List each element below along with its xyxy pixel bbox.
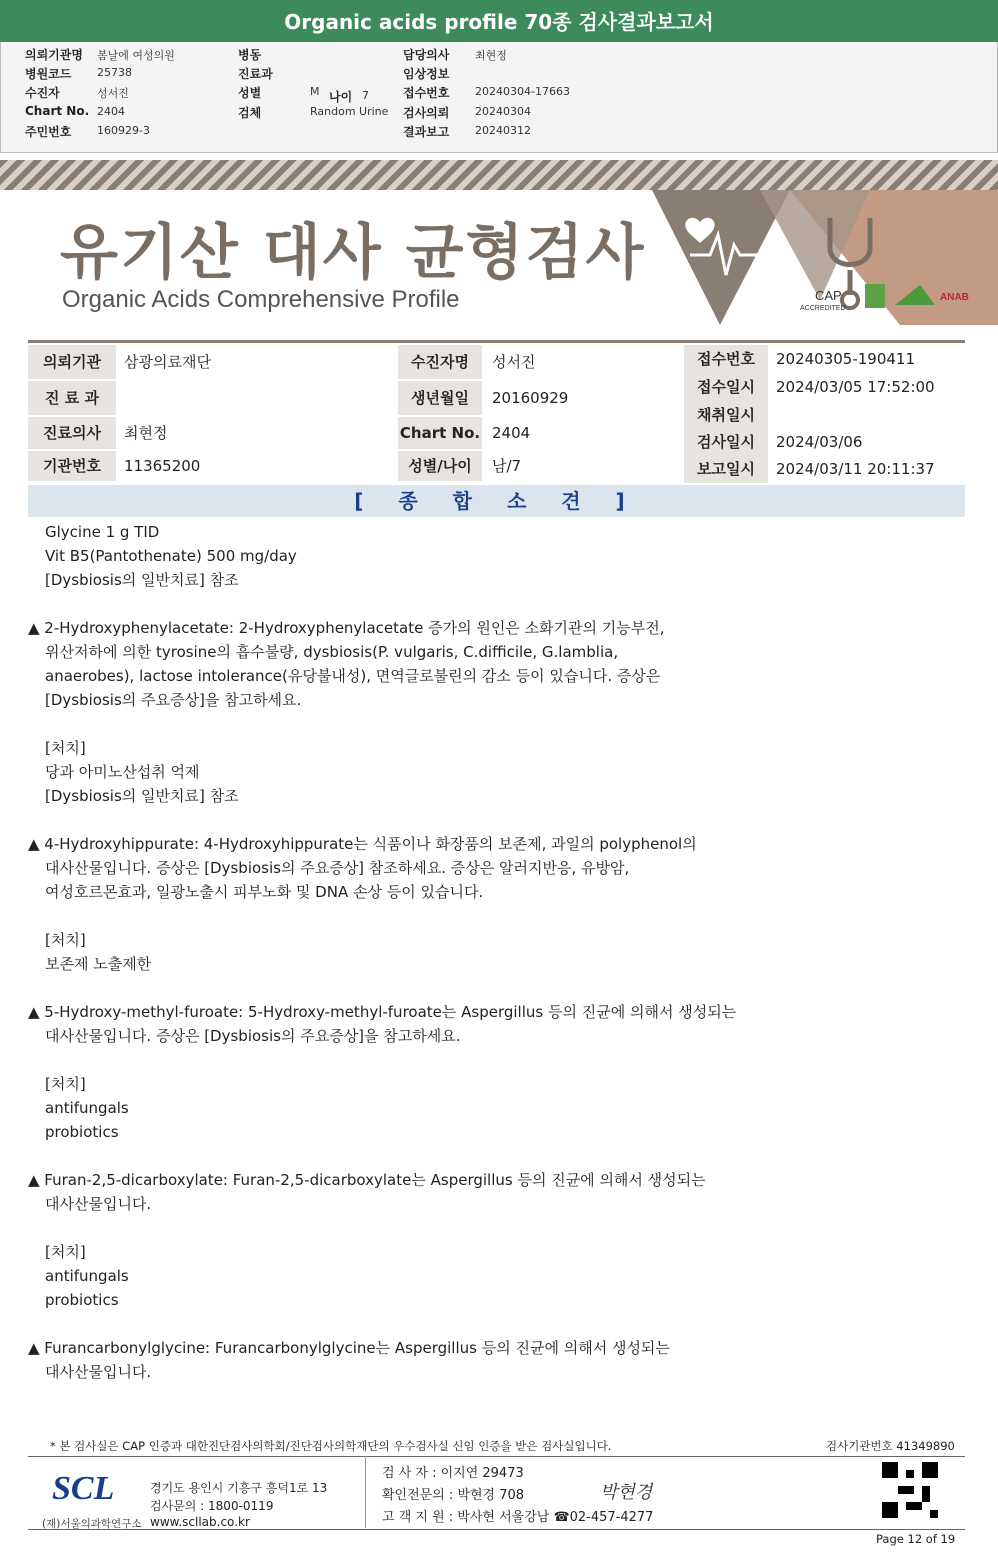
summary-line: probiotics — [45, 1291, 119, 1309]
info2-label-0: 수진자명 — [398, 345, 482, 379]
lmi-logo — [865, 284, 885, 308]
certification-note: * 본 검사실은 CAP 인증과 대한진단검사의학회/진단검사의학재단의 우수검사실 신임 인증을 받은 검사실입니다. — [50, 1439, 612, 1453]
summary-line: 대사산물입니다. — [45, 1363, 152, 1381]
header-left-2-label: 수진자 — [25, 86, 60, 100]
header-right-1-label: 임상정보 — [403, 67, 450, 81]
header-mid-3-value: Random Urine — [310, 105, 389, 118]
info2-label-2: Chart No. — [398, 417, 482, 449]
header-right-4-value: 20240312 — [475, 124, 531, 137]
info-value-2: 최현정 — [124, 424, 168, 442]
info-value-0: 삼광의료재단 — [124, 353, 211, 371]
summary-line — [28, 1216, 968, 1240]
summary-line: 대사산물입니다. 증상은 [Dysbiosis의 주요증상] 참조하세요. 증상은 알러지반응, 유방암, — [45, 859, 630, 877]
header-mid-2-value: M — [310, 85, 320, 98]
summary-line: [Dysbiosis의 주요증상]을 참고하세요. — [45, 691, 302, 709]
banner-decoration — [640, 160, 998, 325]
header-left-2-value: 성서진 — [97, 87, 129, 100]
summary-line — [28, 1144, 968, 1168]
summary-line — [28, 1048, 968, 1072]
summary-line: 당과 아미노산섭취 억제 — [45, 763, 200, 781]
info2-value-2: 2404 — [492, 424, 531, 442]
summary-line: [처치] — [45, 739, 86, 757]
info-label-1: 진 료 과 — [28, 381, 116, 415]
report-header — [0, 42, 998, 153]
info2-value-3: 남/7 — [492, 457, 522, 475]
info3-label-0: 접수번호 — [684, 345, 768, 373]
info-label-3: 기관번호 — [28, 451, 116, 481]
summary-line: ▲ 2-Hydroxyphenylacetate: 2-Hydroxyphenylacetate 증가의 원인은 소화기관의 기능부전, — [28, 619, 665, 637]
scl-logo: SCL — [52, 1470, 115, 1507]
info2-label-3: 성별/나이 — [398, 451, 482, 481]
summary-line — [28, 808, 968, 832]
header-right-4-label: 결과보고 — [403, 125, 450, 139]
header-mid-2-label: 성별 — [238, 86, 262, 100]
info3-label-3: 검사일시 — [684, 429, 768, 455]
summary-line: [Dysbiosis의 일반치료] 참조 — [45, 787, 239, 805]
summary-line: antifungals — [45, 1099, 129, 1117]
phone: 검사문의 : 1800-0119 — [150, 1499, 274, 1513]
header-right-2-label: 접수번호 — [403, 86, 450, 100]
summary-line: ▲ Furancarbonylglycine: Furancarbonylglycine는 Aspergillus 등의 진균에 의해서 생성되는 — [28, 1339, 670, 1357]
signature: 박현경 — [600, 1482, 653, 1503]
institution-code: 검사기관번호 41349890 — [826, 1439, 955, 1453]
website: www.scllab.co.kr — [150, 1515, 250, 1529]
info-value-1 — [116, 381, 396, 415]
header-age-label: 나이 — [329, 90, 353, 104]
header-right-3-label: 검사의뢰 — [403, 106, 450, 120]
header-right-0-value: 최현정 — [475, 49, 507, 62]
summary-line: ▲ Furan-2,5-dicarboxylate: Furan-2,5-dicarboxylate는 Aspergillus 등의 진균에 의해서 생성되는 — [28, 1171, 706, 1189]
address: 경기도 용인시 기흥구 흥덕1로 13 — [150, 1481, 328, 1495]
summary-line: Glycine 1 g TID — [45, 523, 160, 541]
footer-divider — [365, 1456, 366, 1528]
info2-value-1: 20160929 — [492, 389, 569, 407]
header-age-value: 7 — [362, 89, 369, 102]
summary-line: antifungals — [45, 1267, 129, 1285]
info3-value-4: 2024/03/11 20:11:37 — [776, 460, 935, 478]
header-left-0-value: 봄날에 여성의원 — [97, 49, 175, 62]
summary-line: [처치] — [45, 1075, 86, 1093]
info-label-2: 진료의사 — [28, 417, 116, 449]
header-left-4-label: 주민번호 — [25, 125, 72, 139]
info3-value-3: 2024/03/06 — [776, 433, 863, 451]
summary-line: 대사산물입니다. — [45, 1195, 152, 1213]
summary-line — [28, 592, 968, 616]
summary-line: anaerobes), lactose intolerance(유당불내성), 면역글로불린의 감소 등이 있습니다. 증상은 — [45, 667, 661, 685]
header-left-0-label: 의뢰기관명 — [25, 48, 83, 62]
info-value-3: 11365200 — [124, 457, 201, 475]
page-number: Page 12 of 19 — [876, 1532, 956, 1546]
info3-label-4: 보고일시 — [684, 455, 768, 483]
scl-logo-subtitle: (재)서울의과학연구소 — [42, 1518, 142, 1530]
summary-line: [처치] — [45, 1243, 86, 1261]
header-mid-1-label: 진료과 — [238, 67, 273, 81]
title-english: Organic Acids Comprehensive Profile — [62, 286, 460, 313]
summary-title: [ 종 합 소 견 ] — [28, 485, 965, 517]
cap-logo-sub: ACCREDITED — [800, 305, 846, 312]
customer-support: 고 객 지 원 : 박사현 서울강남 ☎02-457-4277 — [382, 1510, 654, 1525]
header-left-3-label: Chart No. — [25, 104, 90, 118]
report-title: Organic acids profile 70종 검사결과보고서 — [0, 0, 998, 42]
info3-value-2 — [768, 401, 971, 429]
header-right-3-value: 20240304 — [475, 105, 531, 118]
info3-label-1: 접수일시 — [684, 373, 768, 401]
header-right-2-value: 20240304-17663 — [475, 85, 570, 98]
anab-logo: ANAB — [940, 292, 969, 303]
header-right-0-label: 담당의사 — [403, 48, 450, 62]
summary-line: 여성호르몬효과, 일광노출시 피부노화 및 DNA 손상 등이 있습니다. — [45, 883, 484, 901]
info2-value-0: 성서진 — [492, 353, 536, 371]
header-left-3-value: 2404 — [97, 105, 125, 118]
summary-line — [28, 976, 968, 1000]
info-label-0: 의뢰기관 — [28, 345, 116, 379]
summary-line: 대사산물입니다. 증상은 [Dysbiosis의 주요증상]을 참고하세요. — [45, 1027, 461, 1045]
summary-line: Vit B5(Pantothenate) 500 mg/day — [45, 547, 297, 565]
summary-line — [28, 904, 968, 928]
summary-line: probiotics — [45, 1123, 119, 1141]
header-left-4-value: 160929-3 — [97, 124, 150, 137]
title-korean: 유기산 대사 균형검사 — [60, 218, 646, 288]
summary-line: ▲ 5-Hydroxy-methyl-furoate: 5-Hydroxy-methyl-furoate는 Aspergillus 등의 진균에 의해서 생성되는 — [28, 1003, 737, 1021]
summary-line: 보존제 노출제한 — [45, 955, 152, 973]
summary-line — [28, 712, 968, 736]
patient-info-table — [28, 340, 965, 478]
header-left-1-label: 병원코드 — [25, 67, 72, 81]
summary-line: [처치] — [45, 931, 86, 949]
tester: 검 사 자 : 이지연 29473 — [382, 1466, 524, 1481]
info2-label-1: 생년월일 — [398, 381, 482, 415]
summary-line — [28, 1312, 968, 1336]
header-left-1-value: 25738 — [97, 66, 132, 79]
confirming-doctor: 확인전문의 : 박현경 708 — [382, 1488, 525, 1503]
summary-line: [Dysbiosis의 일반치료] 참조 — [45, 571, 239, 589]
summary-line: ▲ 4-Hydroxyhippurate: 4-Hydroxyhippurate는 식품이나 화장품의 보존제, 과일의 polyphenol의 — [28, 835, 697, 853]
header-mid-3-label: 검체 — [238, 106, 262, 120]
info3-value-1: 2024/03/05 17:52:00 — [776, 378, 935, 396]
info3-label-2: 채취일시 — [684, 401, 768, 429]
header-mid-0-label: 병동 — [238, 48, 262, 62]
cap-logo: CAP — [815, 288, 842, 303]
summary-content — [28, 520, 968, 1384]
qr-code-icon — [882, 1462, 938, 1518]
summary-line: 위산저하에 의한 tyrosine의 흡수불량, dysbiosis(P. vulgaris, C.difficile, G.lamblia, — [45, 643, 619, 661]
info3-value-0: 20240305-190411 — [776, 350, 916, 368]
